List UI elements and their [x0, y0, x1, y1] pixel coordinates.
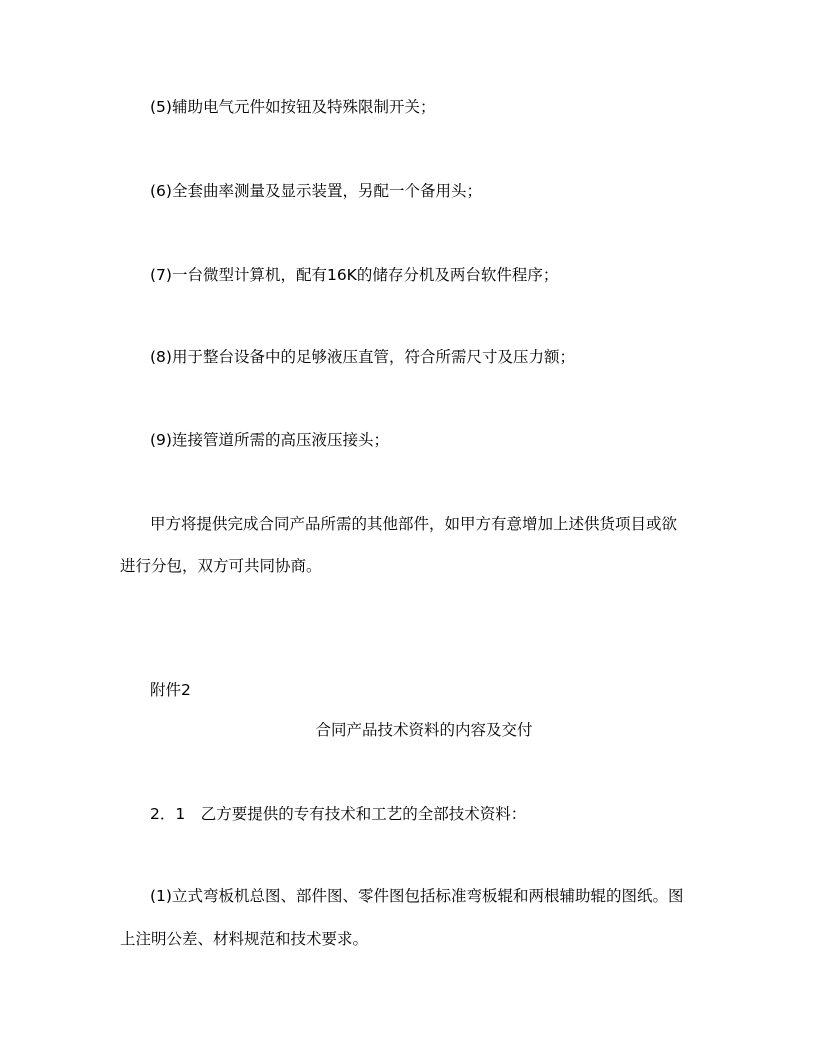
- appendix-label: 附件2: [150, 681, 191, 699]
- list-item-6: (6)全套曲率测量及显示装置，另配一个备用头；: [150, 182, 482, 200]
- list-item-9: (9)连接管道所需的高压液压接头；: [150, 431, 389, 449]
- list-item-7: (7)一台微型计算机，配有16K的储存分机及两台软件程序；: [150, 266, 559, 284]
- list-item-8: (8)用于整台设备中的足够液压直管，符合所需尺寸及压力额；: [150, 348, 575, 366]
- item-1-line-1: (1)立式弯板机总图、部件图、零件图包括标准弯板辊和两根辅助辊的图纸。图: [150, 887, 684, 905]
- paragraph-line-2: 进行分包，双方可共同协商。: [120, 557, 322, 575]
- section-heading: 2．1 乙方要提供的专有技术和工艺的全部技术资料：: [150, 805, 527, 823]
- item-1-line-2: 上注明公差、材料规范和技术要求。: [120, 930, 369, 948]
- list-item-5: (5)辅助电气元件如按钮及特殊限制开关；: [150, 98, 436, 116]
- appendix-title: 合同产品技术资料的内容及交付: [315, 721, 533, 739]
- paragraph-line-1: 甲方将提供完成合同产品所需的其他部件，如甲方有意增加上述供货项目或欲: [150, 515, 678, 533]
